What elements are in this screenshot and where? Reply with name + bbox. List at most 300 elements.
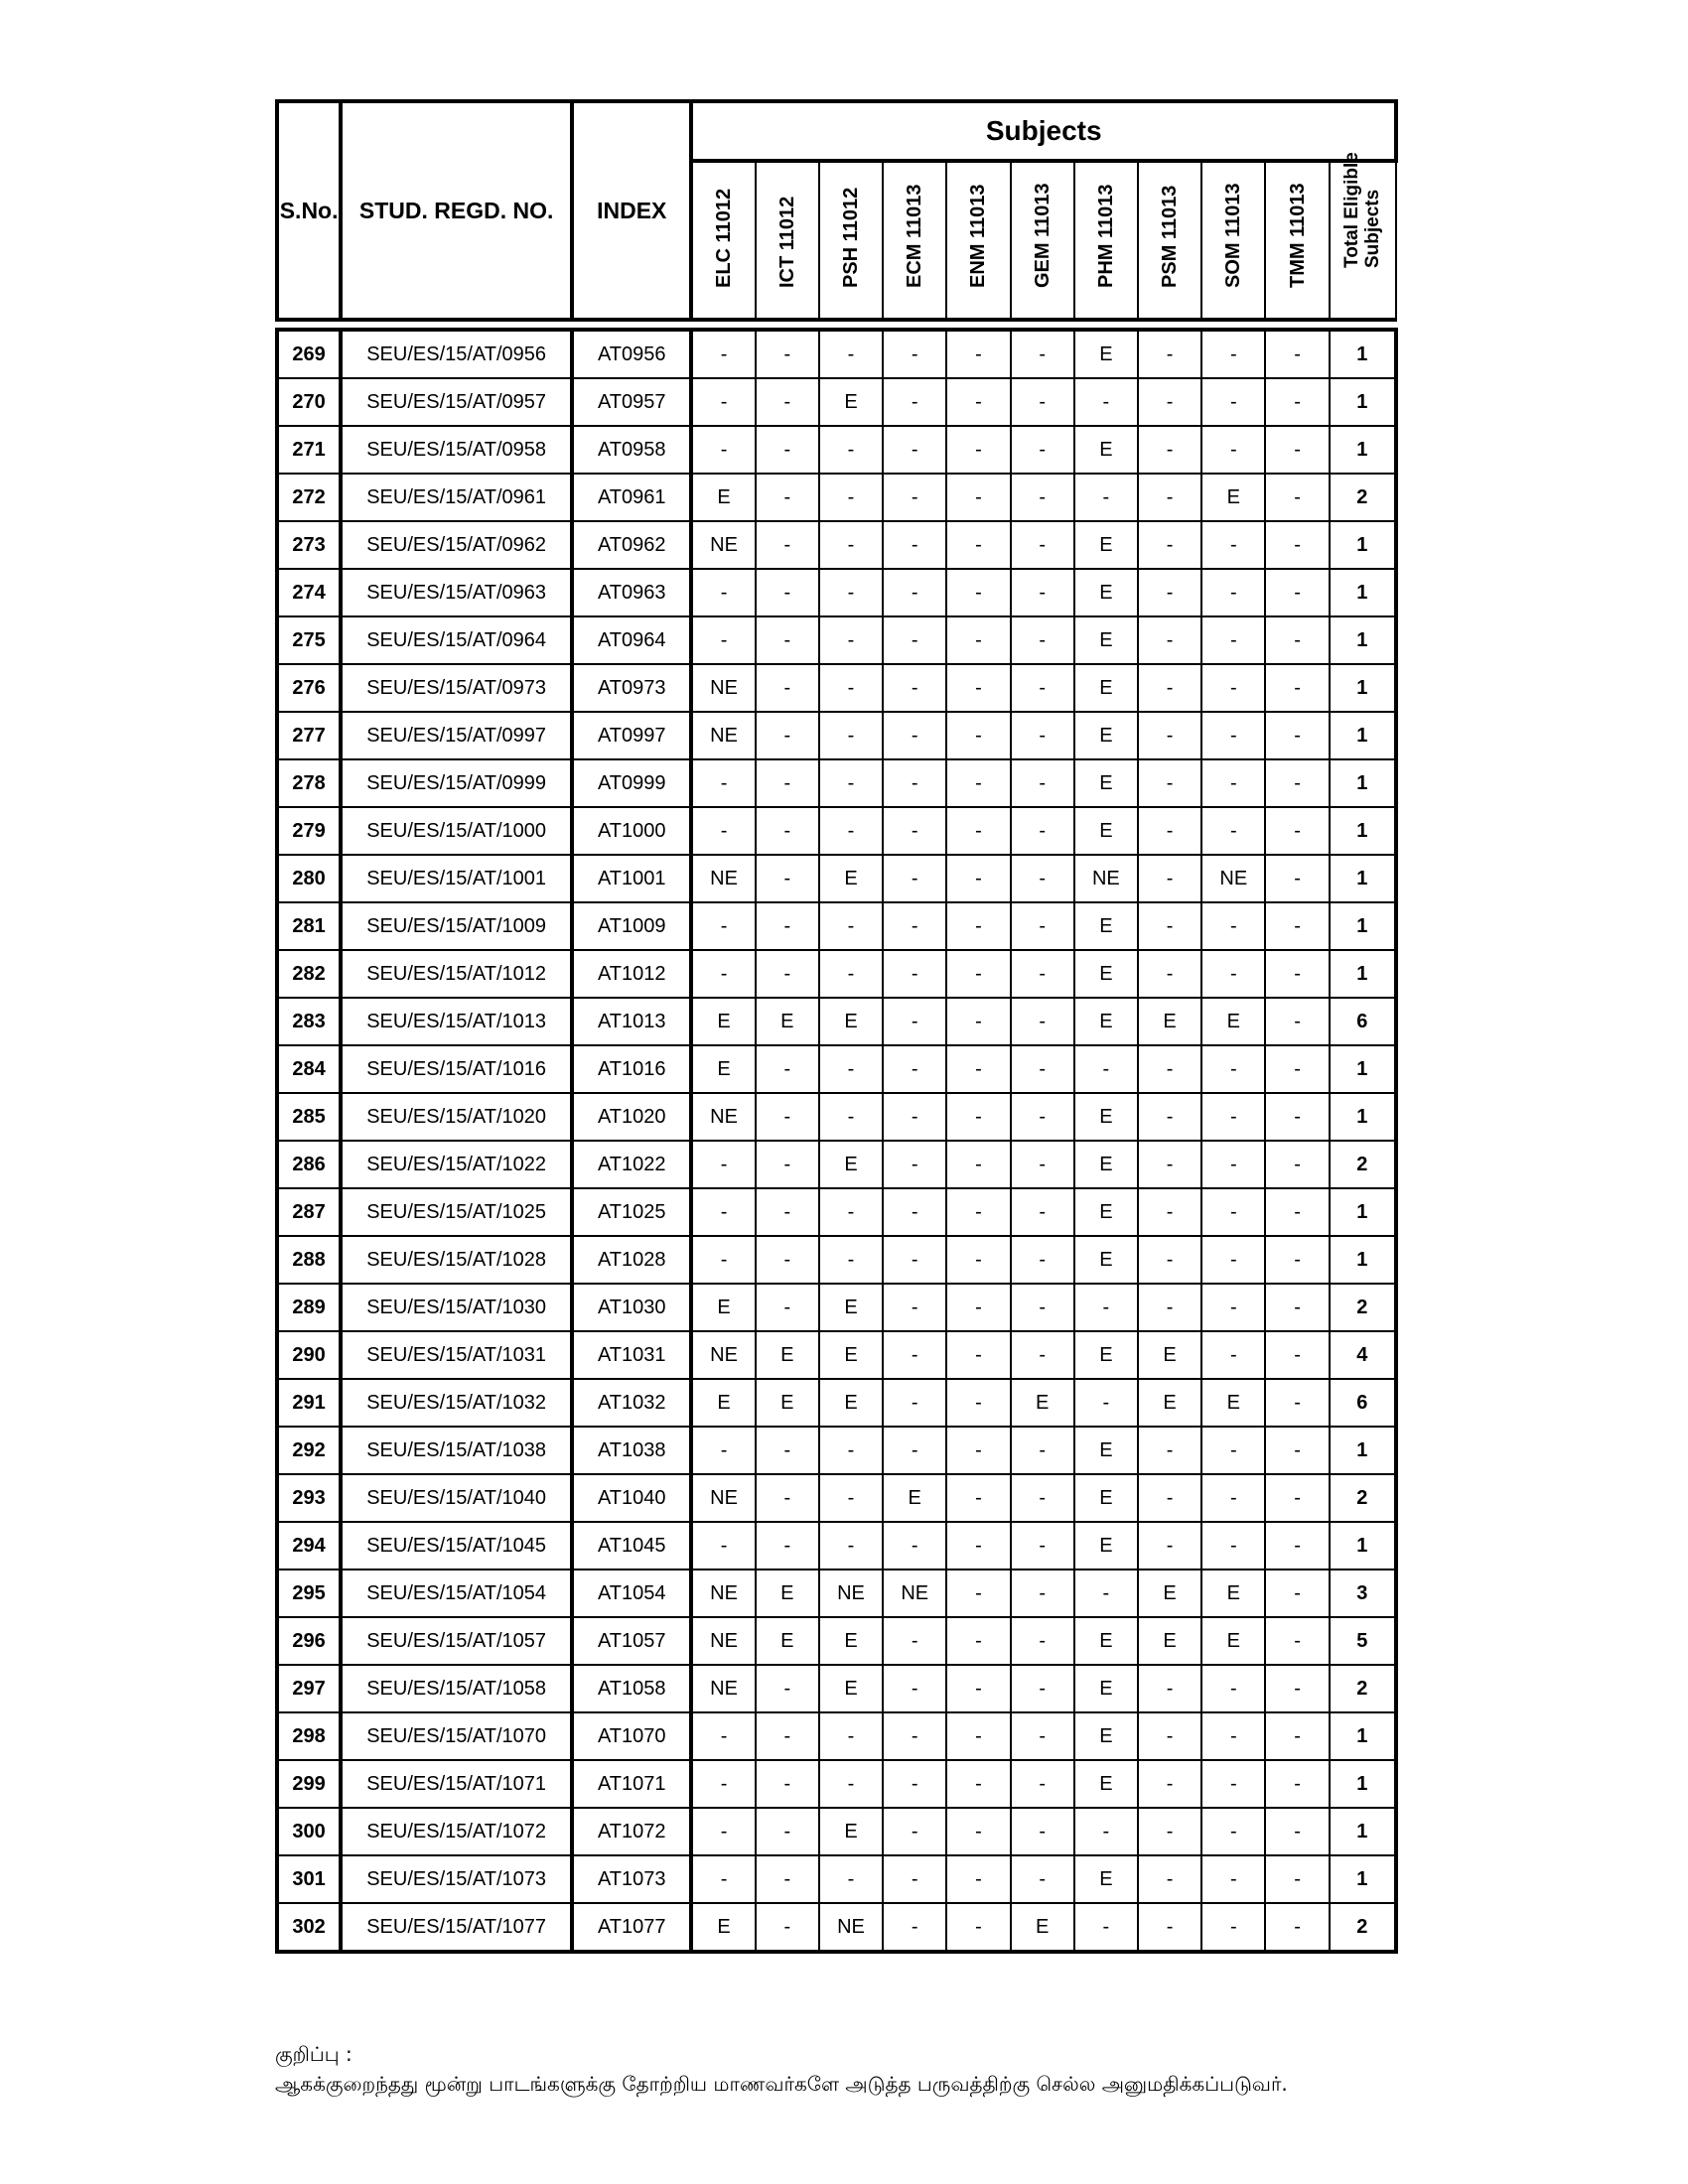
subject-eligibility: -	[819, 712, 883, 759]
subject-eligibility: -	[946, 998, 1010, 1045]
subject-eligibility: -	[1011, 1760, 1074, 1808]
subject-eligibility: E	[1011, 1379, 1074, 1427]
subject-eligibility: E	[1074, 759, 1138, 807]
subject-eligibility: -	[1201, 1760, 1265, 1808]
subject-eligibility: -	[1011, 902, 1074, 950]
note-section	[275, 2039, 1288, 2099]
subject-eligibility: -	[883, 1855, 946, 1903]
serial-number: 287	[277, 1188, 341, 1236]
subject-eligibility: -	[756, 378, 819, 426]
subject-eligibility: -	[1011, 712, 1074, 759]
subject-eligibility: -	[1265, 1331, 1329, 1379]
subject-eligibility: -	[883, 1141, 946, 1188]
total-eligible: 6	[1330, 1379, 1396, 1427]
subject-eligibility: -	[1011, 521, 1074, 569]
subject-eligibility: -	[1201, 1188, 1265, 1236]
subject-eligibility: -	[1074, 1284, 1138, 1331]
registration-number: SEU/ES/15/AT/1000	[341, 807, 572, 855]
subject-eligibility: -	[819, 330, 883, 378]
total-eligible: 1	[1330, 712, 1396, 759]
registration-number: SEU/ES/15/AT/1054	[341, 1570, 572, 1617]
serial-number: 274	[277, 569, 341, 616]
serial-number: 302	[277, 1903, 341, 1952]
registration-number: SEU/ES/15/AT/1038	[341, 1427, 572, 1474]
subject-eligibility: -	[1138, 759, 1201, 807]
subject-eligibility: -	[1138, 1855, 1201, 1903]
subject-eligibility: E	[756, 1331, 819, 1379]
subject-eligibility: -	[883, 1045, 946, 1093]
subject-eligibility: -	[1011, 1570, 1074, 1617]
subject-header	[819, 161, 883, 320]
subject-eligibility: -	[946, 855, 1010, 902]
subject-header	[1201, 161, 1265, 320]
subject-eligibility: -	[1011, 474, 1074, 521]
registration-number: SEU/ES/15/AT/1077	[341, 1903, 572, 1952]
subject-eligibility: -	[1011, 1808, 1074, 1855]
subject-eligibility: -	[946, 1379, 1010, 1427]
subject-eligibility: -	[691, 569, 755, 616]
subject-eligibility: E	[819, 1665, 883, 1712]
subject-code: ICT 11012	[775, 196, 798, 288]
index-number: AT0957	[572, 378, 691, 426]
subject-code: SOM 11013	[1222, 183, 1245, 288]
subject-eligibility: -	[1265, 950, 1329, 998]
subject-eligibility: -	[1011, 1474, 1074, 1522]
subject-eligibility: -	[1138, 1093, 1201, 1141]
subject-eligibility: E	[819, 1808, 883, 1855]
subject-eligibility: NE	[1201, 855, 1265, 902]
subject-eligibility: -	[1201, 902, 1265, 950]
subject-eligibility: -	[946, 378, 1010, 426]
serial-number: 269	[277, 330, 341, 378]
subject-eligibility: -	[691, 1188, 755, 1236]
serial-number: 277	[277, 712, 341, 759]
subject-eligibility: -	[883, 807, 946, 855]
subject-eligibility: -	[691, 330, 755, 378]
registration-number: SEU/ES/15/AT/1071	[341, 1760, 572, 1808]
subject-eligibility: -	[1201, 426, 1265, 474]
subject-eligibility: E	[819, 1284, 883, 1331]
table-row	[277, 807, 1396, 855]
total-eligible: 1	[1330, 1855, 1396, 1903]
subject-eligibility: E	[1138, 1331, 1201, 1379]
index-number: AT1013	[572, 998, 691, 1045]
registration-number: SEU/ES/15/AT/0963	[341, 569, 572, 616]
table-row	[277, 569, 1396, 616]
table-row	[277, 1522, 1396, 1570]
subject-eligibility: -	[883, 1760, 946, 1808]
subject-eligibility: E	[1074, 1236, 1138, 1284]
total-eligible: 1	[1330, 1522, 1396, 1570]
registration-number: SEU/ES/15/AT/1030	[341, 1284, 572, 1331]
total-eligible: 1	[1330, 807, 1396, 855]
subject-eligibility: -	[1138, 1712, 1201, 1760]
subject-eligibility: -	[756, 1522, 819, 1570]
subject-eligibility: -	[1265, 1522, 1329, 1570]
subject-eligibility: NE	[691, 1617, 755, 1665]
registration-number: SEU/ES/15/AT/1073	[341, 1855, 572, 1903]
subject-eligibility: -	[1201, 1331, 1265, 1379]
table-row	[277, 330, 1396, 378]
registration-number: SEU/ES/15/AT/1045	[341, 1522, 572, 1570]
subject-eligibility: E	[1074, 1617, 1138, 1665]
subject-eligibility: -	[1138, 1284, 1201, 1331]
index-number: AT1012	[572, 950, 691, 998]
subject-eligibility: -	[1138, 1522, 1201, 1570]
subject-eligibility: -	[819, 1045, 883, 1093]
index-number: AT1073	[572, 1855, 691, 1903]
table-row	[277, 664, 1396, 712]
subject-eligibility: E	[1011, 1903, 1074, 1952]
subject-eligibility: -	[691, 1712, 755, 1760]
subject-eligibility: -	[756, 1141, 819, 1188]
subject-eligibility: -	[1011, 1331, 1074, 1379]
subject-eligibility: E	[1201, 1570, 1265, 1617]
registration-number: SEU/ES/15/AT/0961	[341, 474, 572, 521]
table-row	[277, 1855, 1396, 1903]
table-row	[277, 855, 1396, 902]
subject-eligibility: -	[1265, 521, 1329, 569]
index-number: AT1070	[572, 1712, 691, 1760]
subject-eligibility: -	[756, 474, 819, 521]
subject-eligibility: -	[1265, 664, 1329, 712]
subject-eligibility: -	[1201, 664, 1265, 712]
serial-number: 276	[277, 664, 341, 712]
subject-eligibility: -	[691, 1522, 755, 1570]
subject-eligibility: -	[756, 1427, 819, 1474]
subject-eligibility: -	[691, 1855, 755, 1903]
subject-eligibility: -	[946, 712, 1010, 759]
subject-eligibility: -	[1138, 950, 1201, 998]
subject-eligibility: -	[756, 1236, 819, 1284]
serial-number: 282	[277, 950, 341, 998]
total-eligible: 1	[1330, 1808, 1396, 1855]
subject-eligibility: -	[819, 569, 883, 616]
subject-eligibility: -	[1201, 1141, 1265, 1188]
subject-eligibility: -	[819, 1760, 883, 1808]
table-row	[277, 998, 1396, 1045]
subject-eligibility: -	[1011, 378, 1074, 426]
subject-eligibility: E	[1074, 569, 1138, 616]
table-row	[277, 1188, 1396, 1236]
subject-eligibility: -	[756, 426, 819, 474]
subject-code: PHM 11013	[1094, 184, 1117, 288]
serial-number: 289	[277, 1284, 341, 1331]
subject-eligibility: -	[883, 1712, 946, 1760]
subject-eligibility: -	[883, 1522, 946, 1570]
subject-eligibility: -	[819, 664, 883, 712]
subject-eligibility: -	[819, 1093, 883, 1141]
total-eligible: 1	[1330, 855, 1396, 902]
total-eligible: 2	[1330, 1903, 1396, 1952]
subject-eligibility: -	[1265, 569, 1329, 616]
subject-eligibility: NE	[691, 521, 755, 569]
total-eligible: 1	[1330, 569, 1396, 616]
subject-eligibility: -	[1138, 474, 1201, 521]
total-eligible: 1	[1330, 1093, 1396, 1141]
table-row	[277, 1903, 1396, 1952]
subject-eligibility: -	[1138, 1427, 1201, 1474]
total-eligible: 1	[1330, 759, 1396, 807]
subject-eligibility: -	[819, 1188, 883, 1236]
table-row	[277, 1141, 1396, 1188]
subject-eligibility: E	[1074, 1093, 1138, 1141]
subject-eligibility: -	[756, 712, 819, 759]
subject-eligibility: -	[1011, 569, 1074, 616]
subject-eligibility: -	[1011, 1617, 1074, 1665]
subject-eligibility: -	[883, 1093, 946, 1141]
index-number: AT0958	[572, 426, 691, 474]
table-row	[277, 1760, 1396, 1808]
subject-eligibility: E	[819, 1379, 883, 1427]
total-eligible: 1	[1330, 1427, 1396, 1474]
subject-eligibility: -	[1011, 1665, 1074, 1712]
subject-eligibility: -	[1265, 1427, 1329, 1474]
subject-eligibility: -	[1201, 1045, 1265, 1093]
subject-eligibility: -	[691, 1760, 755, 1808]
subject-eligibility: -	[1265, 1665, 1329, 1712]
subject-eligibility: E	[1074, 1474, 1138, 1522]
subject-eligibility: -	[1074, 1045, 1138, 1093]
subject-eligibility: -	[1265, 426, 1329, 474]
subject-eligibility: -	[756, 1093, 819, 1141]
total-eligible-label: Total Eligible Subjects	[1341, 152, 1384, 268]
serial-number: 301	[277, 1855, 341, 1903]
subject-eligibility: E	[1074, 712, 1138, 759]
registration-number: SEU/ES/15/AT/1057	[341, 1617, 572, 1665]
subject-eligibility: -	[691, 1141, 755, 1188]
table-row	[277, 1808, 1396, 1855]
subject-eligibility: -	[946, 569, 1010, 616]
index-number: AT1077	[572, 1903, 691, 1952]
index-number: AT1058	[572, 1665, 691, 1712]
total-eligible: 1	[1330, 1236, 1396, 1284]
subject-eligibility: -	[946, 1474, 1010, 1522]
subject-eligibility: -	[883, 1903, 946, 1952]
subject-eligibility: -	[1138, 1474, 1201, 1522]
subject-eligibility: -	[756, 1284, 819, 1331]
registration-number: SEU/ES/15/AT/1031	[341, 1331, 572, 1379]
subject-eligibility: -	[946, 1284, 1010, 1331]
serial-number: 275	[277, 616, 341, 664]
subject-eligibility: -	[1138, 378, 1201, 426]
subject-eligibility: -	[1011, 950, 1074, 998]
subject-eligibility: E	[1074, 521, 1138, 569]
subject-eligibility: -	[756, 569, 819, 616]
registration-number: SEU/ES/15/AT/1020	[341, 1093, 572, 1141]
subject-eligibility: -	[1074, 1808, 1138, 1855]
subject-eligibility: -	[883, 616, 946, 664]
subject-eligibility: E	[691, 1045, 755, 1093]
subject-eligibility: -	[883, 1617, 946, 1665]
total-eligible: 1	[1330, 521, 1396, 569]
subject-eligibility: -	[1201, 712, 1265, 759]
table-row	[277, 712, 1396, 759]
subject-eligibility: -	[756, 1760, 819, 1808]
subject-eligibility: -	[691, 378, 755, 426]
subject-eligibility: -	[691, 616, 755, 664]
subject-eligibility: -	[1265, 1617, 1329, 1665]
subject-eligibility: -	[883, 1427, 946, 1474]
subject-eligibility: -	[756, 1808, 819, 1855]
subject-header	[756, 161, 819, 320]
registration-number: SEU/ES/15/AT/1028	[341, 1236, 572, 1284]
serial-number: 298	[277, 1712, 341, 1760]
subject-eligibility: -	[946, 1141, 1010, 1188]
table-row	[277, 426, 1396, 474]
table-row	[277, 1617, 1396, 1665]
subject-eligibility: E	[1138, 1617, 1201, 1665]
subject-eligibility: -	[946, 1331, 1010, 1379]
subject-eligibility: -	[691, 902, 755, 950]
subject-eligibility: E	[1074, 1760, 1138, 1808]
index-number: AT1057	[572, 1617, 691, 1665]
subject-eligibility: -	[1201, 1855, 1265, 1903]
subject-eligibility: -	[756, 902, 819, 950]
subject-eligibility: E	[1201, 1379, 1265, 1427]
subject-eligibility: -	[1138, 1045, 1201, 1093]
total-eligible: 2	[1330, 1665, 1396, 1712]
registration-number: SEU/ES/15/AT/1040	[341, 1474, 572, 1522]
subject-eligibility: -	[883, 1236, 946, 1284]
total-eligible: 1	[1330, 426, 1396, 474]
subject-eligibility: NE	[691, 1665, 755, 1712]
subject-eligibility: -	[1265, 474, 1329, 521]
subject-eligibility: -	[946, 1808, 1010, 1855]
index-number: AT0961	[572, 474, 691, 521]
index-number: AT1020	[572, 1093, 691, 1141]
subject-eligibility: -	[1201, 1236, 1265, 1284]
subject-eligibility: E	[819, 378, 883, 426]
registration-number: SEU/ES/15/AT/0958	[341, 426, 572, 474]
subject-eligibility: E	[1074, 1712, 1138, 1760]
note-label: குறிப்பு :	[275, 2042, 352, 2066]
subject-eligibility: E	[756, 1570, 819, 1617]
subject-eligibility: -	[1201, 1093, 1265, 1141]
subject-eligibility: -	[883, 950, 946, 998]
subject-eligibility: -	[691, 1808, 755, 1855]
subject-eligibility: -	[1011, 664, 1074, 712]
subject-eligibility: E	[1201, 998, 1265, 1045]
subject-eligibility: -	[1138, 1903, 1201, 1952]
total-eligible: 2	[1330, 474, 1396, 521]
index-number: AT1016	[572, 1045, 691, 1093]
subject-eligibility: -	[1138, 1665, 1201, 1712]
serial-number: 285	[277, 1093, 341, 1141]
subject-eligibility: -	[1011, 807, 1074, 855]
subject-eligibility: -	[1138, 330, 1201, 378]
registration-number: SEU/ES/15/AT/0999	[341, 759, 572, 807]
subject-code: PSM 11013	[1159, 185, 1182, 288]
subject-eligibility: E	[691, 1284, 755, 1331]
subject-eligibility: -	[1265, 998, 1329, 1045]
subject-eligibility: E	[1074, 1855, 1138, 1903]
index-number: AT1040	[572, 1474, 691, 1522]
subject-eligibility: -	[946, 521, 1010, 569]
total-eligible: 6	[1330, 998, 1396, 1045]
subject-eligibility: E	[1138, 1570, 1201, 1617]
subject-eligibility: -	[819, 807, 883, 855]
subject-code: TMM 11013	[1286, 183, 1309, 288]
subject-eligibility: -	[946, 474, 1010, 521]
subject-eligibility: -	[946, 807, 1010, 855]
subject-eligibility: -	[1138, 1236, 1201, 1284]
subject-eligibility: -	[1265, 330, 1329, 378]
registration-number: SEU/ES/15/AT/0973	[341, 664, 572, 712]
subject-eligibility: -	[946, 950, 1010, 998]
total-eligible: 2	[1330, 1474, 1396, 1522]
serial-number: 292	[277, 1427, 341, 1474]
subject-eligibility: -	[1011, 1522, 1074, 1570]
subject-eligibility: NE	[819, 1570, 883, 1617]
subject-eligibility: -	[691, 807, 755, 855]
subject-eligibility: -	[946, 1045, 1010, 1093]
subject-eligibility: E	[691, 1379, 755, 1427]
subject-eligibility: -	[883, 1331, 946, 1379]
table-body	[277, 330, 1396, 1952]
subject-eligibility: -	[946, 1712, 1010, 1760]
header-sno: S.No.	[277, 101, 341, 320]
serial-number: 294	[277, 1522, 341, 1570]
subject-eligibility: -	[691, 426, 755, 474]
subject-eligibility: -	[819, 616, 883, 664]
subject-eligibility: E	[756, 1617, 819, 1665]
subject-eligibility: -	[819, 1855, 883, 1903]
subject-eligibility: -	[1138, 1808, 1201, 1855]
subject-code: PSH 11012	[840, 187, 862, 288]
eligibility-table	[275, 99, 1398, 1954]
subject-eligibility: -	[883, 1284, 946, 1331]
subject-eligibility: -	[1265, 1284, 1329, 1331]
subject-eligibility: -	[756, 521, 819, 569]
total-eligible: 3	[1330, 1570, 1396, 1617]
subject-eligibility: E	[756, 998, 819, 1045]
index-number: AT1030	[572, 1284, 691, 1331]
subject-eligibility: -	[1201, 1474, 1265, 1522]
subject-eligibility: -	[756, 1045, 819, 1093]
serial-number: 271	[277, 426, 341, 474]
index-number: AT0964	[572, 616, 691, 664]
index-number: AT1000	[572, 807, 691, 855]
subject-eligibility: E	[819, 1617, 883, 1665]
subject-eligibility: -	[1265, 378, 1329, 426]
subject-eligibility: E	[1074, 1522, 1138, 1570]
subject-eligibility: NE	[691, 1331, 755, 1379]
table-row	[277, 1427, 1396, 1474]
subject-eligibility: -	[1201, 616, 1265, 664]
subject-eligibility: E	[1074, 1331, 1138, 1379]
subject-eligibility: -	[756, 1855, 819, 1903]
subject-eligibility: -	[1201, 1712, 1265, 1760]
eligibility-table-sheet	[275, 99, 1398, 1954]
subject-eligibility: -	[1265, 1903, 1329, 1952]
subject-eligibility: E	[1074, 1188, 1138, 1236]
subject-eligibility: -	[883, 855, 946, 902]
serial-number: 281	[277, 902, 341, 950]
subject-eligibility: -	[946, 616, 1010, 664]
total-eligible: 1	[1330, 1712, 1396, 1760]
subject-eligibility: E	[1074, 998, 1138, 1045]
total-eligible: 1	[1330, 950, 1396, 998]
registration-number: SEU/ES/15/AT/1032	[341, 1379, 572, 1427]
subject-eligibility: -	[1011, 1141, 1074, 1188]
index-number: AT1001	[572, 855, 691, 902]
subject-eligibility: -	[1201, 807, 1265, 855]
subject-eligibility: NE	[691, 712, 755, 759]
subject-eligibility: -	[819, 759, 883, 807]
index-number: AT0997	[572, 712, 691, 759]
serial-number: 283	[277, 998, 341, 1045]
